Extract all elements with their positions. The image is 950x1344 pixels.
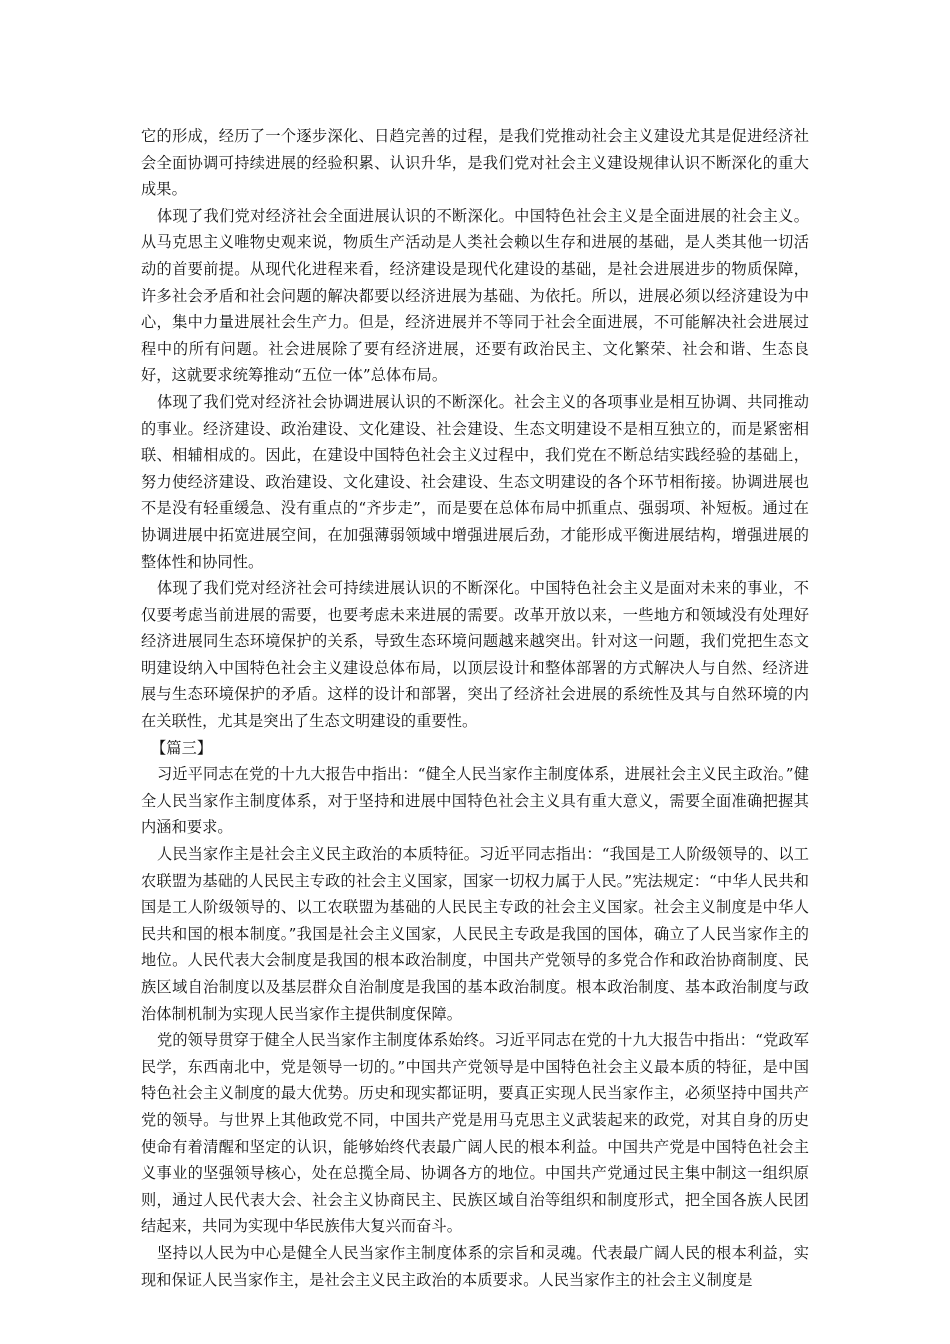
paragraph-report-quote: 习近平同志在党的十九大报告中指出：“健全人民当家作主制度体系，进展社会主义民主政治。”健全人民当家作主制度体系，对于坚持和进展中国特色社会主义具有重大意义，需要全面准确把握其内涵和要求。 (141, 765, 809, 837)
paragraph-people-as-masters: 人民当家作主是社会主义民主政治的本质特征。习近平同志指出：“我国是工人阶级领导的、以工农联盟为基础的人民民主专政的社会主义国家，国家一切权力属于人民。”宪法规定：“中华人民共和国是工人阶级领导的、以工农联盟为基础的人民民主专政的社会主义国家。社会主义制度是中华人民共和国的根本制度。”我国是社会主义国家，人民民主专政是我国的国体，确立了人民当家作主的地位。人民代表大会制度是我国的根本政治制度，中国共产党领导的多党合作和政治协商制度、民族区域自治制度以及基层群众自治制度是我国的基本政治制度。根本政治制度、基本政治制度与政治体制机制为实现人民当家作主提供制度保障。 (141, 845, 809, 1023)
section-heading-part-three: 【篇三】 (151, 738, 213, 757)
document-page (141, 123, 809, 1293)
paragraph-comprehensive-development: 体现了我们党对经济社会全面进展认识的不断深化。中国特色社会主义是全面进展的社会主义。从马克思主义唯物史观来说，物质生产活动是人类社会赖以生存和进展的基础，是人类其他一切活动的首要前提。从现代化进程来看，经济建设是现代化建设的基础，是社会进展进步的物质保障，许多社会矛盾和社会问题的解决都要以经济进展为基础、为依托。所以，进展必须以经济建设为中心，集中力量进展社会生产力。但是，经济进展并不等同于社会全面进展，不可能解决社会进展过程中的所有问题。社会进展除了要有经济进展，还要有政治民主、文化繁荣、社会和谐、生态良好，这就要求统筹推动“五位一体”总体布局。 (141, 206, 809, 385)
paragraph-coordinated-development: 体现了我们党对经济社会协调进展认识的不断深化。社会主义的各项事业是相互协调、共同推动的事业。经济建设、政治建设、文化建设、社会建设、生态文明建设不是相互独立的，而是紧密相联、相辅相成的。因此，在建设中国特色社会主义过程中，我们党在不断总结实践经验的基础上，努力使经济建设、政治建设、文化建设、社会建设、生态文明建设的各个环节相衔接。协调进展也不是没有轻重缓急、没有重点的“齐步走”，而是要在总体布局中抓重点、强弱项、补短板。通过在协调进展中拓宽进展空间，在加强薄弱领域中增强进展后劲，才能形成平衡进展结构，增强进展的整体性和协同性。 (141, 392, 809, 571)
paragraph-continuation: 它的形成，经历了一个逐步深化、日趋完善的过程，是我们党推动社会主义建设尤其是促进经济社会全面协调可持续进展的经验积累、认识升华，是我们党对社会主义建设规律认识不断深化的重大成果。 (141, 127, 809, 199)
paragraph-people-centered: 坚持以人民为中心是健全人民当家作主制度体系的宗旨和灵魂。代表最广阔人民的根本利益，实现和保证人民当家作主，是社会主义民主政治的本质要求。人民当家作主的社会主义制度是 (141, 1243, 809, 1289)
paragraph-sustainable-development: 体现了我们党对经济社会可持续进展认识的不断深化。中国特色社会主义是面对未来的事业，不仅要考虑当前进展的需要，也要考虑未来进展的需要。改革开放以来，一些地方和领域没有处理好经济进展同生态环境保护的关系，导致生态环境问题越来越突出。针对这一问题，我们党把生态文明建设纳入中国特色社会主义建设总体布局，以顶层设计和整体部署的方式解决人与自然、经济进展与生态环境保护的矛盾。这样的设计和部署，突出了经济社会进展的系统性及其与自然环境的内在关联性，尤其是突出了生态文明建设的重要性。 (141, 579, 809, 731)
paragraph-party-leadership: 党的领导贯穿于健全人民当家作主制度体系始终。习近平同志在党的十九大报告中指出：“党政军民学，东西南北中，党是领导一切的。”中国共产党领导是中国特色社会主义最本质的特征，是中国特色社会主义制度的最大优势。历史和现实都证明，要真正实现人民当家作主，必须坚持中国共产党的领导。与世界上其他政党不同，中国共产党是用马克思主义武装起来的政党，对其自身的历史使命有着清醒和坚定的认识，能够始终代表最广阔人民的根本利益。中国共产党是中国特色社会主义事业的坚强领导核心，处在总揽全局、协调各方的地位。中国共产党通过民主集中制这一组织原则，通过人民代表大会、社会主义协商民主、民族区域自治等组织和制度形式，把全国各族人民团结起来，共同为实现中华民族伟大复兴而奋斗。 (141, 1031, 809, 1236)
